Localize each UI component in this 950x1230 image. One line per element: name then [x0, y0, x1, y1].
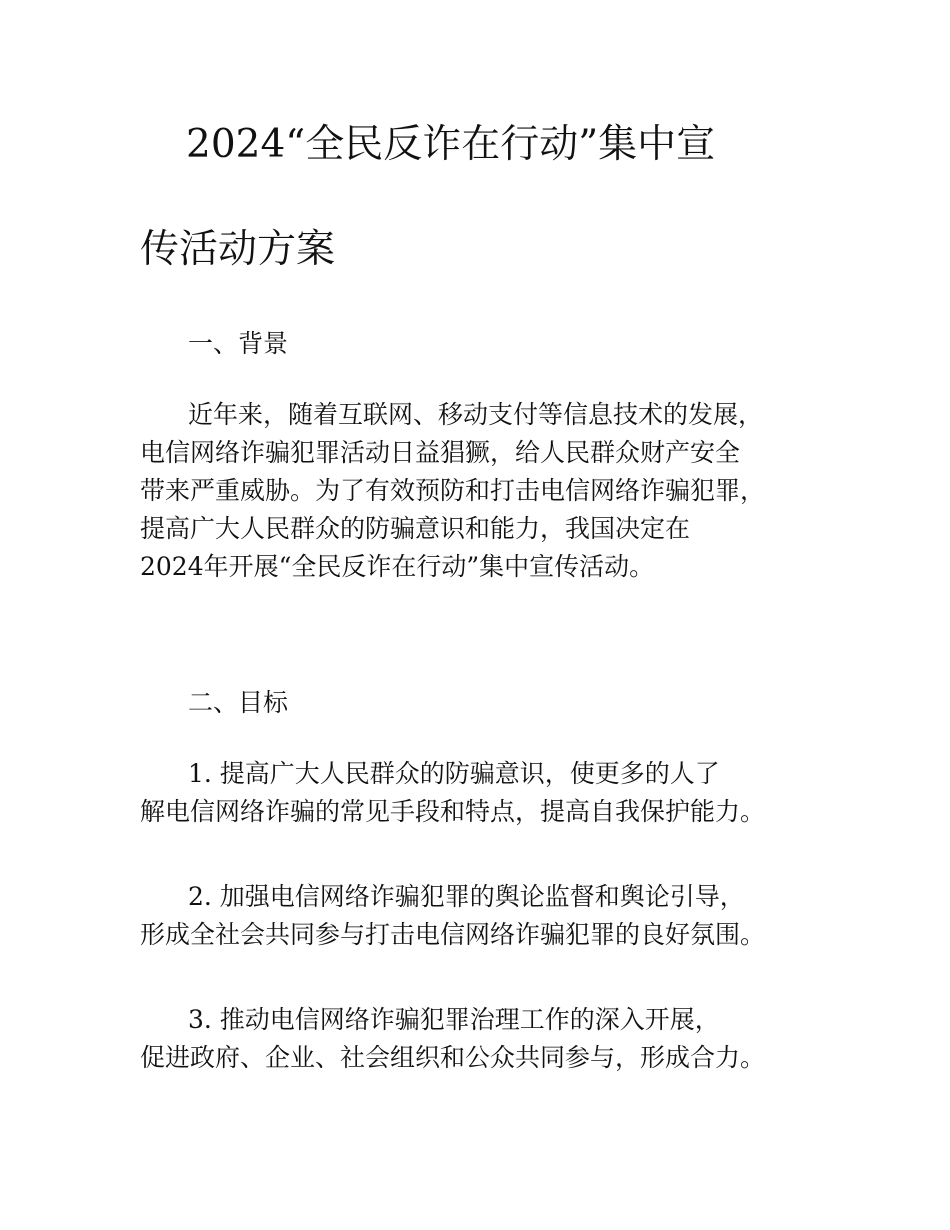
paragraph-line: 促进政府、企业、社会组织和公众共同参与，形成合力。: [140, 1043, 766, 1072]
paragraph-line: 近年来，随着互联网、移动支付等信息技术的发展，: [188, 400, 764, 429]
paragraph-line: 2. 加强电信网络诈骗犯罪的舆论监督和舆论引导，: [188, 882, 745, 911]
title-line-2: 传活动方案: [140, 227, 336, 272]
goal-item-1: [140, 755, 860, 831]
paragraph-line: 形成全社会共同参与打击电信网络诈骗犯罪的良好氛围。: [140, 920, 766, 949]
goal-item-2: [140, 878, 860, 954]
background-paragraph: [140, 396, 860, 586]
paragraph-line: 电信网络诈骗犯罪活动日益猖獗，给人民群众财产安全: [140, 438, 741, 467]
paragraph-line: 带来严重威胁。为了有效预防和打击电信网络诈骗犯罪，: [140, 476, 766, 505]
paragraph-line: 提高广大人民群众的防骗意识和能力，我国决定在: [140, 514, 691, 543]
paragraph-line: 3. 推动电信网络诈骗犯罪治理工作的深入开展，: [188, 1005, 720, 1034]
goal-item-3: [140, 1001, 860, 1077]
document-title: [140, 92, 860, 302]
paragraph-line: 1. 提高广大人民群众的防骗意识，使更多的人了: [188, 759, 720, 788]
title-line-1: 2024“全民反诈在行动”集中宣: [186, 122, 716, 167]
section-heading-background: 一、背景: [188, 329, 289, 358]
paragraph-line: 2024年开展“全民反诈在行动”集中宣传活动。: [140, 552, 655, 581]
section-heading-goals: 二、目标: [188, 688, 289, 717]
paragraph-line: 解电信网络诈骗的常见手段和特点，提高自我保护能力。: [140, 797, 766, 826]
